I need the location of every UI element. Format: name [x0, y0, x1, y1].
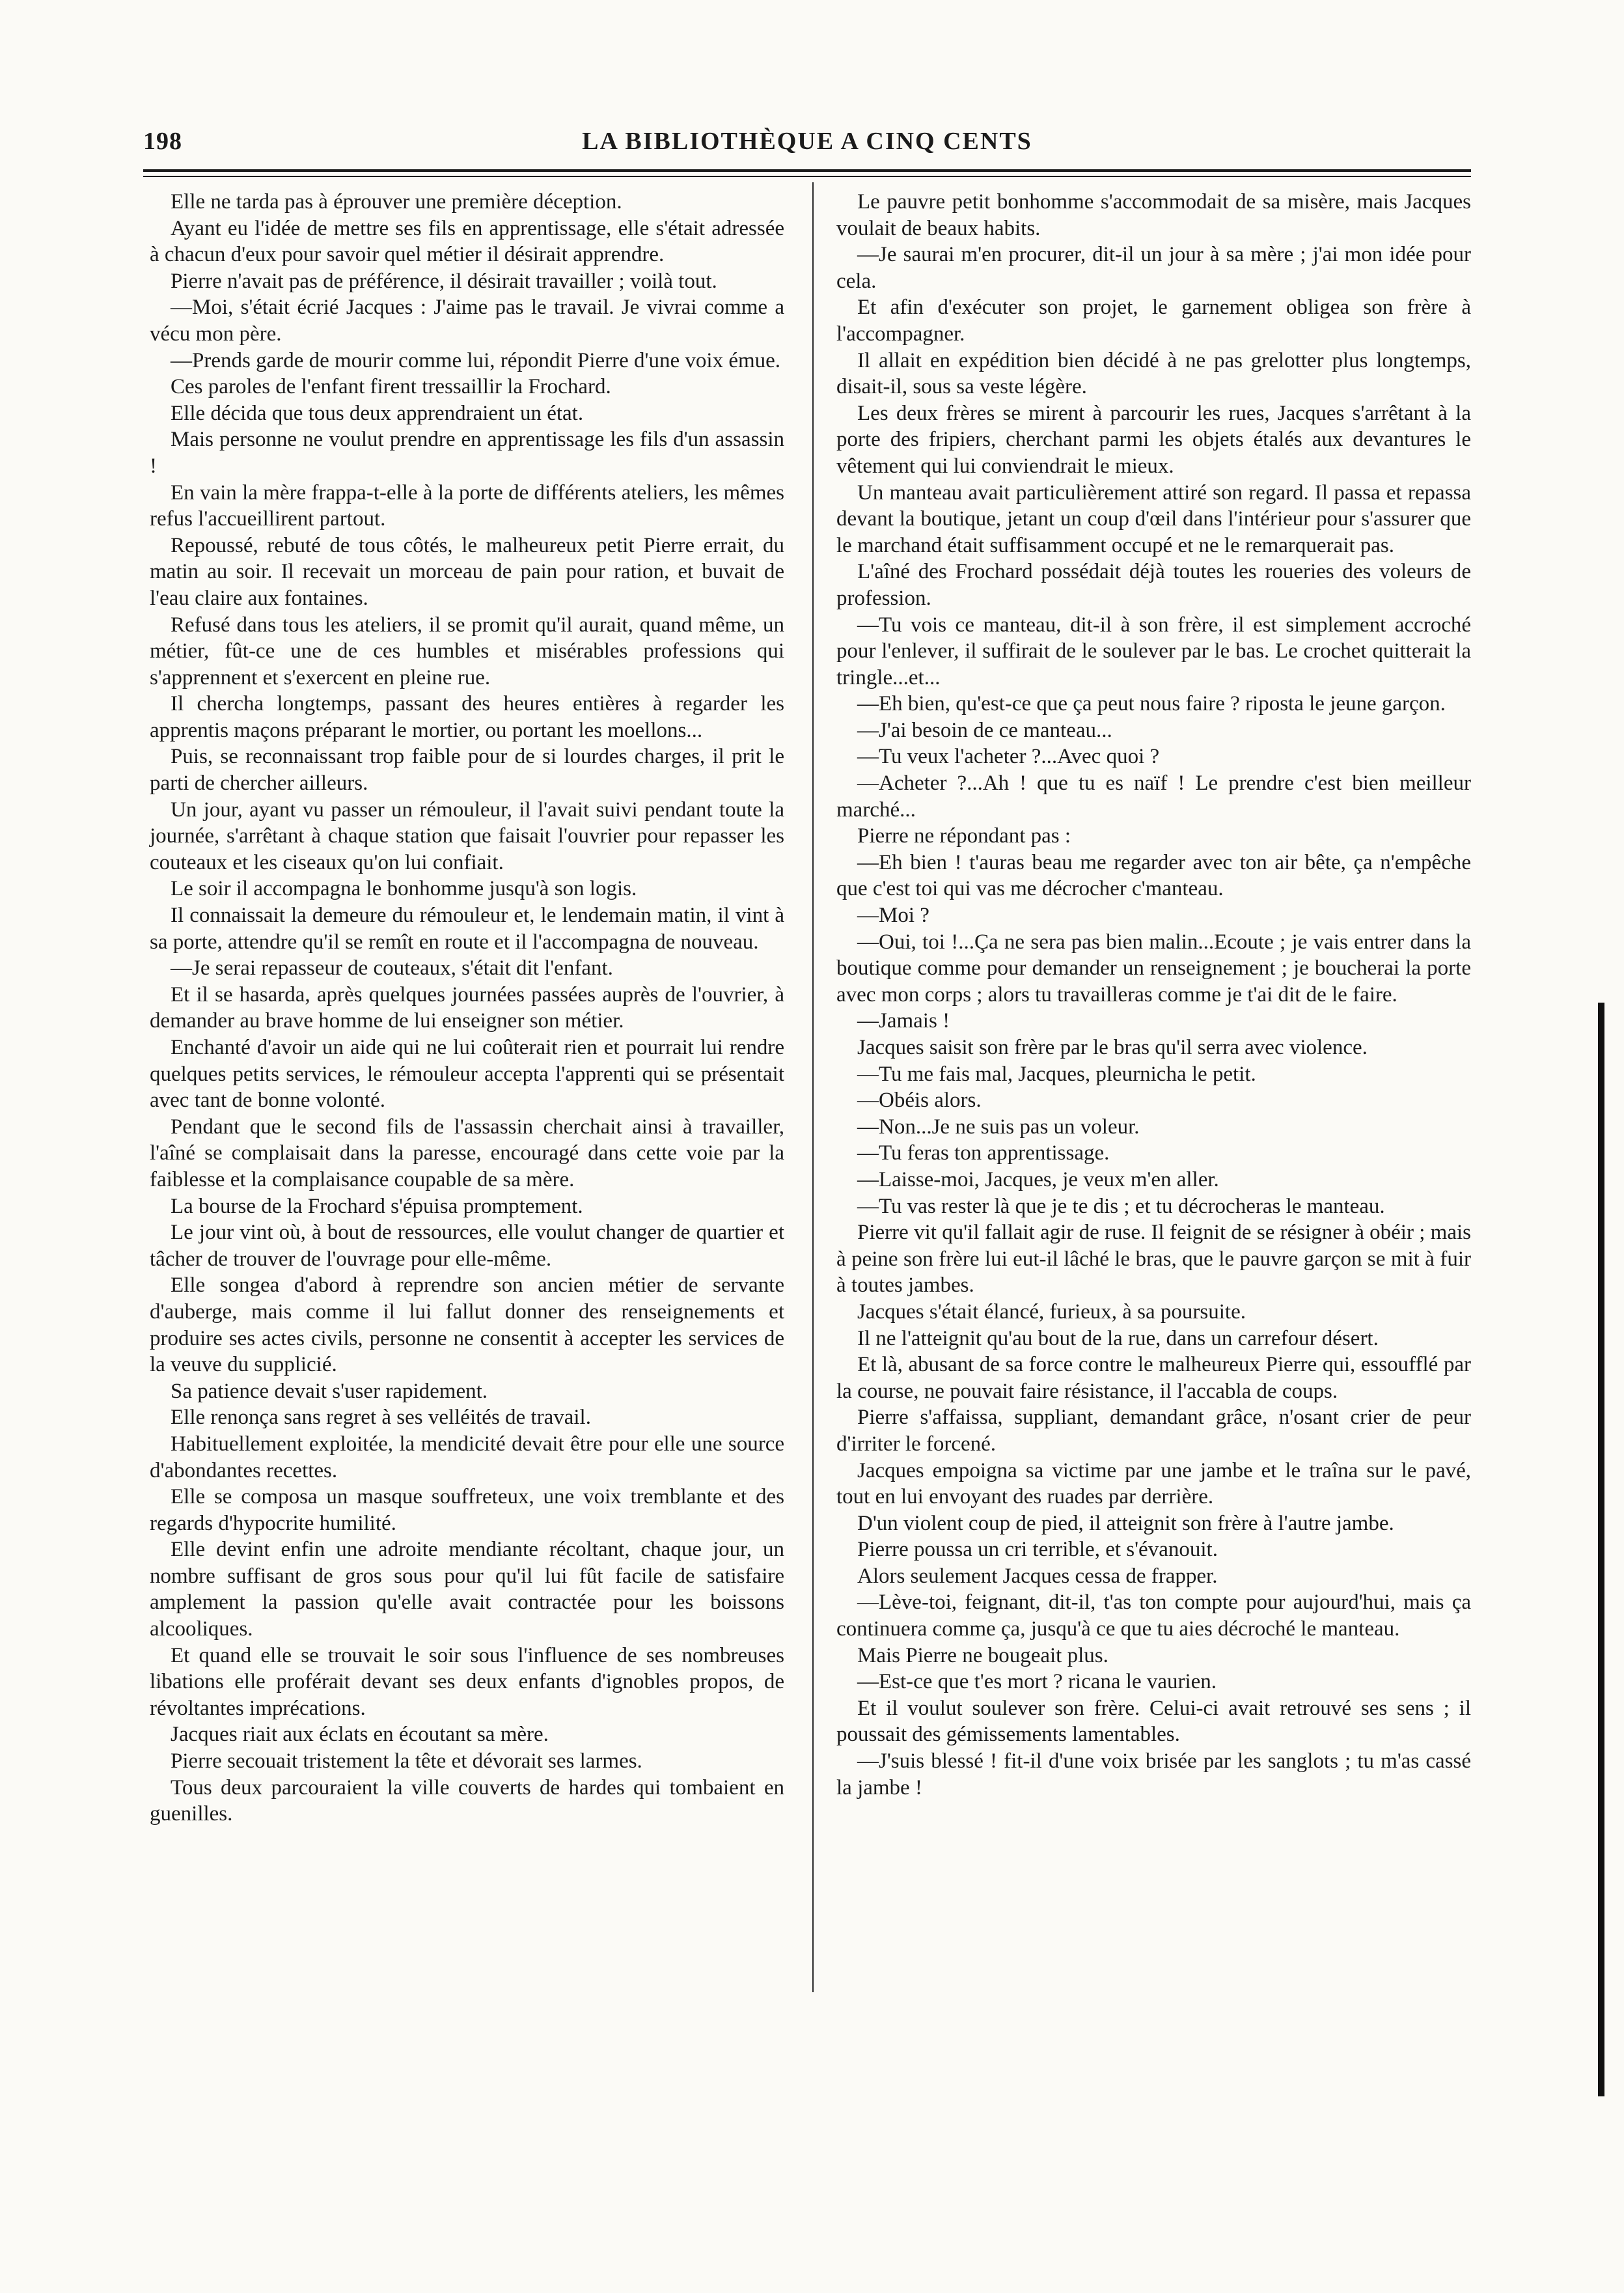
page-edge-shadow [1598, 1003, 1604, 2096]
paragraph: Les deux frères se mirent à parcourir les rues, Jacques s'arrêtant à la porte des fripiers, cherchant parmi les objets étalés aux devantures le vêtement qui lui conviendrait le mieux. [836, 401, 1471, 478]
paragraph: Et il voulut soulever son frère. Celui-ci avait retrouvé ses sens ; il poussait des gémissements lamentables. [836, 1696, 1471, 1747]
paragraph: Jacques empoigna sa victime par une jambe et le traîna sur le pavé, tout en lui envoyant des ruades par derrière. [836, 1458, 1471, 1509]
running-title: LA BIBLIOTHÈQUE A CINQ CENTS [582, 128, 1032, 155]
paragraph: Pierre n'avait pas de préférence, il désirait travailler ; voilà tout. [171, 269, 717, 293]
paragraph: Pierre s'affaissa, suppliant, demandant grâce, n'osant crier de peur d'irriter le forcené. [836, 1406, 1471, 1456]
paragraph: Pierre vit qu'il fallait agir de ruse. Il feignit de se résigner à obéir ; mais à peine son frère lui eut-il lâché le bras, que le pauvre garçon se mit à fuir à toutes jambes. [836, 1221, 1471, 1298]
header-rule-thick [143, 169, 1471, 172]
paragraph: —Laisse-moi, Jacques, je veux m'en aller. [857, 1167, 1219, 1191]
paragraph: Et quand elle se trouvait le soir sous l'influence de ses nombreuses libations elle proférait devant ses deux enfants d'ignobles propos, de révoltantes imprécations. [150, 1643, 784, 1720]
paragraph: Pierre poussa un cri terrible, et s'évanouit. [857, 1538, 1218, 1562]
paragraph: Elle devint enfin une adroite mendiante récoltant, chaque jour, un nombre suffisant de gros sous pour qu'il lui fût facile de satisfaire amplement la passion qu'elle avait contractée pour les boissons alcooliques. [150, 1538, 784, 1641]
page-header [143, 127, 1471, 163]
paragraph: —Moi, s'était écrié Jacques : J'aime pas le travail. Je vivrai comme a vécu mon père. [150, 296, 784, 346]
paragraph: Et là, abusant de sa force contre le malheureux Pierre qui, essoufflé par la course, ne pouvait faire résistance, il l'accabla de coups. [836, 1353, 1471, 1403]
paragraph: Enchanté d'avoir un aide qui ne lui coûterait rien et pourrait lui rendre quelques petits services, le rémouleur accepta l'apprenti qui se présentait avec tant de bonne volonté. [150, 1036, 784, 1113]
paragraph: —Est-ce que t'es mort ? ricana le vaurien. [857, 1670, 1217, 1694]
paragraph: En vain la mère frappa-t-elle à la porte de différents ateliers, les mêmes refus l'accueillirent partout. [150, 480, 784, 531]
paragraph: Et il se hasarda, après quelques journées passées auprès de l'ouvrier, à demander au brave homme de lui enseigner son métier. [150, 982, 784, 1033]
paragraph: Mais Pierre ne bougeait plus. [857, 1643, 1108, 1667]
paragraph: Elle renonça sans regret à ses velléités de travail. [171, 1406, 591, 1430]
paragraph: —Acheter ?...Ah ! que tu es naïf ! Le prendre c'est bien meilleur marché... [836, 771, 1471, 822]
left-text-column [150, 189, 784, 1827]
paragraph: —J'ai besoin de ce manteau... [857, 718, 1112, 742]
paragraph: —J'suis blessé ! fit-il d'une voix brisée par les sanglots ; tu m'as cassé la jambe ! [836, 1749, 1471, 1800]
paragraph: —Je saurai m'en procurer, dit-il un jour à sa mère ; j'ai mon idée pour cela. [836, 243, 1471, 293]
paragraph: Refusé dans tous les ateliers, il se promit qu'il aurait, quand même, un métier, fût-ce une de ces humbles et misérables professions qui s'apprennent et s'exercent en pleine rue. [150, 613, 784, 689]
paragraph: Ayant eu l'idée de mettre ses fils en apprentissage, elle s'était adressée à chacun d'eux pour savoir quel métier il désirait apprendre. [150, 216, 784, 267]
paragraph: —Obéis alors. [857, 1089, 982, 1113]
paragraph: —Non...Je ne suis pas un voleur. [857, 1115, 1140, 1139]
paragraph: Sa patience devait s'user rapidement. [171, 1379, 488, 1403]
paragraph: Elle songea d'abord à reprendre son ancien métier de servante d'auberge, mais comme il lui fallut donner des renseignements et produire ses actes civils, personne ne consentit à accepter les services de la veuve du supplicié. [150, 1273, 784, 1377]
paragraph: Ces paroles de l'enfant firent tressaillir la Frochard. [171, 375, 611, 399]
paragraph: Elle se composa un masque souffreteux, une voix tremblante et des regards d'hypocrite humilité. [150, 1485, 784, 1535]
paragraph: Habituellement exploitée, la mendicité devait être pour elle une source d'abondantes recettes. [150, 1432, 784, 1482]
paragraph: Elle ne tarda pas à éprouver une première déception. [171, 190, 622, 214]
paragraph: Pendant que le second fils de l'assassin cherchait ainsi à travailler, l'aîné se complaisait dans la paresse, encouragé dans cette voie par la faiblesse et la complaisance coupable de sa mère. [150, 1115, 784, 1191]
paragraph: La bourse de la Frochard s'épuisa promptement. [171, 1194, 583, 1218]
paragraph: —Jamais ! [857, 1009, 950, 1033]
paragraph: Tous deux parcouraient la ville couverts de hardes qui tombaient en guenilles. [150, 1775, 784, 1826]
paragraph: Le soir il accompagna le bonhomme jusqu'à son logis. [171, 877, 637, 901]
paragraph: D'un violent coup de pied, il atteignit son frère à l'autre jambe. [857, 1511, 1394, 1535]
paragraph: —Prends garde de mourir comme lui, répondit Pierre d'une voix émue. [171, 348, 781, 372]
paragraph: Un manteau avait particulièrement attiré son regard. Il passa et repassa devant la boutique, jetant un coup d'œil dans l'intérieur pour s'assurer que le marchand était suffisamment occupé et ne le remarquerait pas. [836, 480, 1471, 557]
paragraph: Le jour vint où, à bout de ressources, elle voulut changer de quartier et tâcher de trouver de l'ouvrage pour elle-même. [150, 1221, 784, 1271]
paragraph: Jacques s'était élancé, furieux, à sa poursuite. [857, 1299, 1246, 1324]
paragraph: Le pauvre petit bonhomme s'accommodait de sa misère, mais Jacques voulait de beaux habits. [836, 190, 1471, 240]
column-divider [812, 182, 814, 1992]
paragraph: —Tu vas rester là que je te dis ; et tu décrocheras le manteau. [857, 1194, 1385, 1218]
paragraph: —Tu veux l'acheter ?...Avec quoi ? [857, 745, 1160, 769]
paragraph: Repoussé, rebuté de tous côtés, le malheureux petit Pierre errait, du matin au soir. Il recevait un morceau de pain pour ration, et buvait de l'eau claire aux fontaines. [150, 533, 784, 610]
right-text-column [836, 189, 1471, 1801]
paragraph: Pierre secouait tristement la tête et dévorait ses larmes. [171, 1749, 642, 1773]
paragraph: —Moi ? [857, 904, 929, 928]
paragraph: Et afin d'exécuter son projet, le garnement obligea son frère à l'accompagner. [836, 296, 1471, 346]
paragraph: Puis, se reconnaissant trop faible pour de si lourdes charges, il prit le parti de chercher ailleurs. [150, 745, 784, 796]
paragraph: Elle décida que tous deux apprendraient un état. [171, 401, 584, 425]
paragraph: Jacques saisit son frère par le bras qu'il serra avec violence. [857, 1036, 1368, 1059]
paragraph: Il chercha longtemps, passant des heures entières à regarder les apprentis maçons préparant le mortier, ou portant les moellons... [150, 692, 784, 742]
paragraph: Alors seulement Jacques cessa de frapper. [857, 1564, 1218, 1588]
paragraph: —Tu me fais mal, Jacques, pleurnicha le petit. [857, 1062, 1256, 1086]
paragraph: Il allait en expédition bien décidé à ne pas grelotter plus longtemps, disait-il, sous sa veste légère. [836, 348, 1471, 399]
paragraph: —Eh bien ! t'auras beau me regarder avec ton air bête, ça n'empêche que c'est toi qui vas me décrocher c'manteau. [836, 850, 1471, 901]
paragraph: L'aîné des Frochard possédait déjà toutes les roueries des voleurs de profession. [836, 560, 1471, 610]
paragraph: —Tu vois ce manteau, dit-il à son frère, il est simplement accroché pour l'enlever, il suffirait de le soulever par le bas. Le crochet quitterait la tringle...et... [836, 613, 1471, 689]
paragraph: Mais personne ne voulut prendre en apprentissage les fils d'un assassin ! [150, 428, 784, 478]
page-number: 198 [143, 128, 182, 155]
header-rule-thin [143, 176, 1471, 177]
paragraph: —Je serai repasseur de couteaux, s'était dit l'enfant. [171, 956, 613, 980]
paragraph: —Eh bien, qu'est-ce que ça peut nous faire ? riposta le jeune garçon. [857, 692, 1446, 716]
paragraph: Il ne l'atteignit qu'au bout de la rue, dans un carrefour désert. [857, 1326, 1379, 1350]
paragraph: Jacques riait aux éclats en écoutant sa mère. [171, 1723, 549, 1747]
paragraph: Il connaissait la demeure du rémouleur et, le lendemain matin, il vint à sa porte, attendre qu'il se remît en route et il l'accompagna de nouveau. [150, 904, 784, 954]
paragraph: Pierre ne répondant pas : [857, 824, 1071, 848]
paragraph: —Lève-toi, feignant, dit-il, t'as ton compte pour aujourd'hui, mais ça continuera comme ça, jusqu'à ce que tu aies décroché le manteau. [836, 1591, 1471, 1641]
paragraph: —Tu feras ton apprentissage. [857, 1141, 1110, 1165]
paragraph: —Oui, toi !...Ça ne sera pas bien malin...Ecoute ; je vais entrer dans la boutique comme pour demander un renseignement ; je boucherai la porte avec mon corps ; alors tu travailleras comme je t'ai dit de le faire. [836, 930, 1471, 1007]
paragraph: Un jour, ayant vu passer un rémouleur, il l'avait suivi pendant toute la journée, s'arrêtant à chaque station que faisait l'ouvrier pour repasser les couteaux et les ciseaux qu'on lui confiait. [150, 798, 784, 874]
